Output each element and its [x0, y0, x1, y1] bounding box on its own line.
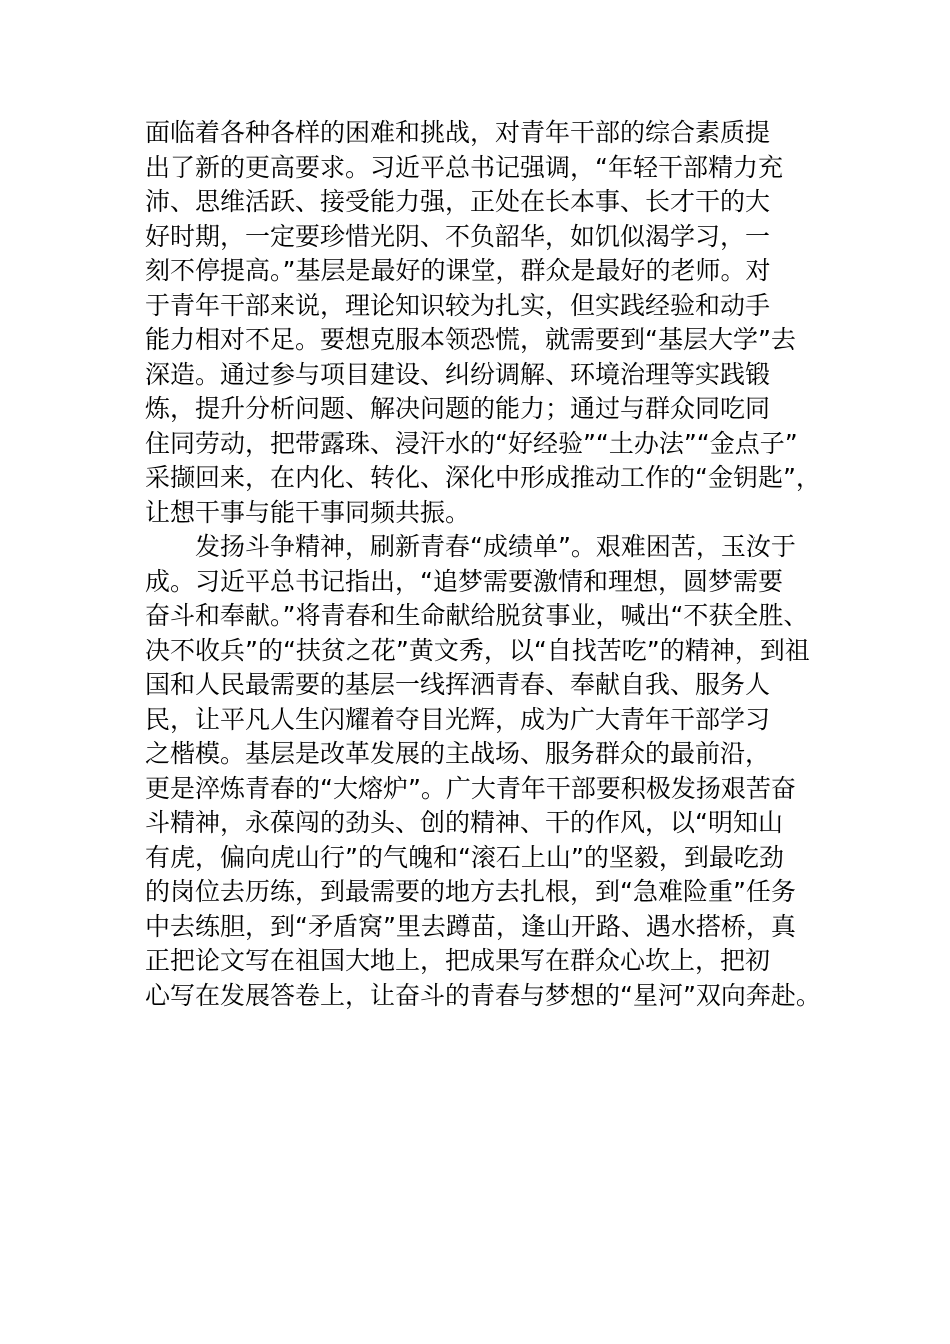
text-line: 出了新的更高要求。习近平总书记强调，“年轻干部精力充	[145, 152, 783, 182]
text-line: 有虎，偏向虎山行”的气魄和“滚石上山”的坚毅，到最吃劲	[145, 842, 784, 872]
text-line: 奋斗和奉献。”将青春和生命献给脱贫事业，喊出“不获全胜、	[145, 601, 809, 630]
paragraph-1	[145, 116, 821, 530]
text-line: 好时期，一定要珍惜光阴、不负韶华，如饥似渴学习，一	[145, 221, 771, 251]
text-line: 住同劳动，把带露珠、浸汗水的“好经验”“土办法”“金点子”	[145, 428, 798, 458]
text-line: 刻不停提高。”基层是最好的课堂，群众是最好的老师。对	[145, 256, 771, 285]
text-line: 发扬斗争精神，刷新青春“成绩单”。艰难困苦，玉汝于	[195, 532, 796, 561]
text-line: 斗精神，永葆闯的劲头、创的精神、干的作风，以“明知山	[145, 808, 783, 837]
text-line: 让想干事与能干事同频共振。	[145, 497, 471, 527]
text-line: 成。习近平总书记指出，“追梦需要激情和理想，圆梦需要	[145, 566, 783, 596]
paragraph-2	[145, 530, 821, 1013]
text-line: 采撷回来，在内化、转化、深化中形成推动工作的“金钥匙”，	[145, 463, 821, 492]
text-line: 中去练胆，到“矛盾窝”里去蹲苗，逢山开路、遇水搭桥，真	[145, 911, 796, 941]
text-line: 能力相对不足。要想克服本领恐慌，就需要到“基层大学”去	[145, 325, 796, 354]
text-line: 更是淬炼青春的“大熔炉”。广大青年干部要积极发扬艰苦奋	[145, 773, 796, 803]
text-line: 之楷模。基层是改革发展的主战场、服务群众的最前沿，	[145, 739, 771, 768]
text-line: 的岗位去历练，到最需要的地方去扎根，到“急难险重”任务	[145, 877, 796, 906]
text-line: 心写在发展答卷上，让奋斗的青春与梦想的“星河”双向奔赴。	[145, 980, 821, 1010]
text-line: 于青年干部来说，理论知识较为扎实，但实践经验和动手	[145, 290, 771, 320]
text-line: 炼，提升分析问题、解决问题的能力；通过与群众同吃同	[145, 394, 771, 423]
text-line: 面临着各种各样的困难和挑战，对青年干部的综合素质提	[145, 118, 771, 147]
text-line: 沛、思维活跃、接受能力强，正处在长本事、长才干的大	[145, 187, 771, 216]
text-line: 深造。通过参与项目建设、纠纷调解、环境治理等实践锻	[145, 359, 771, 389]
text-line: 民，让平凡人生闪耀着夺目光辉，成为广大青年干部学习	[145, 704, 771, 734]
text-line: 国和人民最需要的基层一线挥洒青春、奉献自我、服务人	[145, 670, 771, 699]
text-line: 决不收兵”的“扶贫之花”黄文秀，以“自找苦吃”的精神，到祖	[145, 635, 810, 665]
text-line: 正把论文写在祖国大地上，把成果写在群众心坎上，把初	[145, 946, 771, 975]
document-body	[145, 116, 821, 1013]
